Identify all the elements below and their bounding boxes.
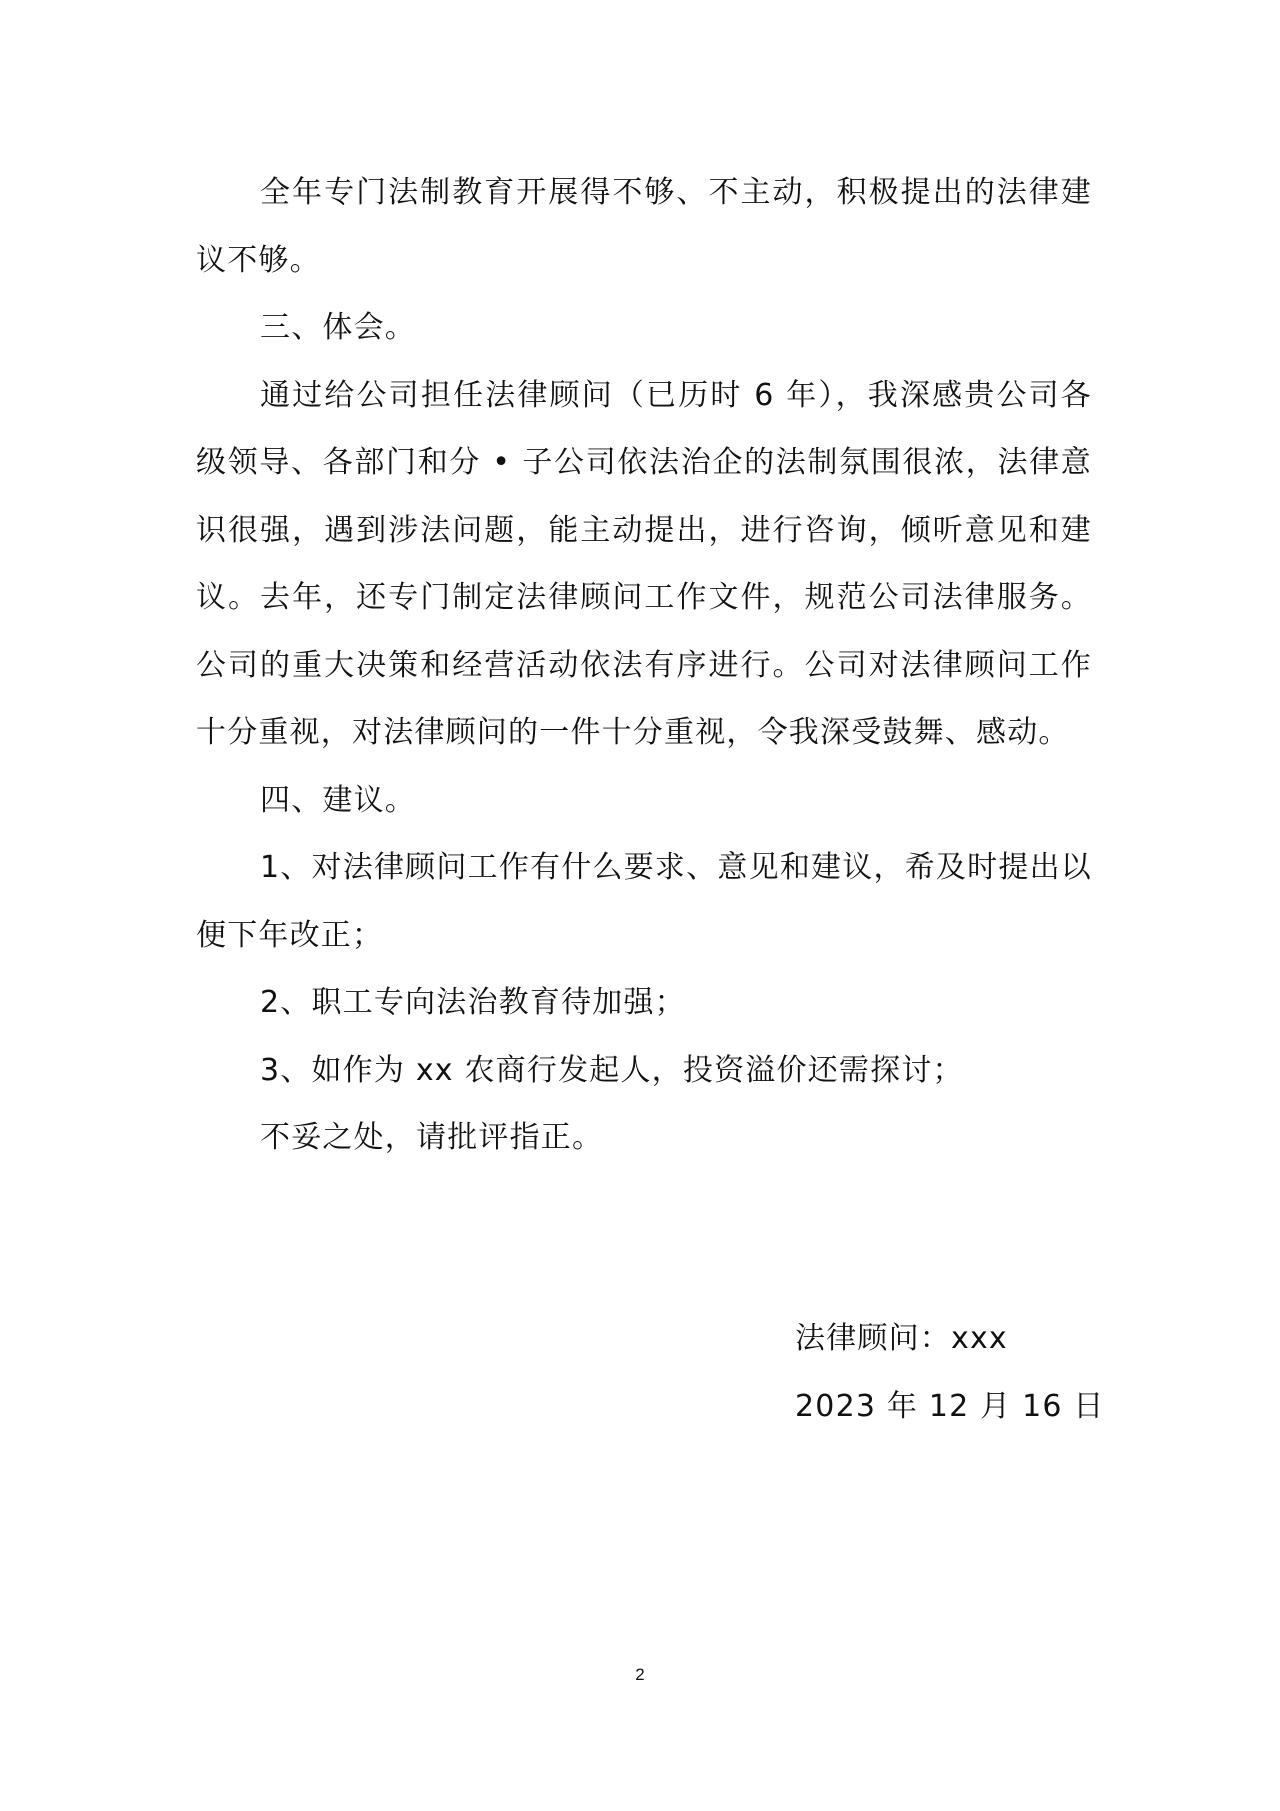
paragraph-experience: 通过给公司担任法律顾问（已历时 6 年），我深感贵公司各级领导、各部门和分 • 子公司依法治企的法制氛围很浓，法律意识很强，遇到涉法问题，能主动提出，进行咨询，倾听意见和建议。去年，还专门制定法律顾问工作文件，规范公司法律服务。公司的重大决策和经营活动依法有序进行。公司对法律顾问工作十分重视，对法律顾问的一件十分重视，令我深受鼓舞、感动。 (196, 377, 1092, 750)
suggestion-item-3: 3、如作为 xx 农商行发起人，投资溢价还需探讨； (260, 1052, 964, 1088)
signature-date: 2023 年 12 月 16 日 (795, 1388, 1105, 1424)
section-heading-experience: 三、体会。 (260, 310, 416, 345)
section-heading-suggestions: 四、建议。 (260, 782, 416, 818)
suggestion-item-2: 2、职工专向法治教育待加强； (260, 985, 686, 1020)
document-body (196, 159, 1092, 1172)
suggestion-item-1: 1、对法律顾问工作有什么要求、意见和建议，希及时提出以便下年改正； (196, 850, 1092, 953)
signature-name: 法律顾问：xxx (795, 1321, 1008, 1356)
signature-block (795, 1305, 1115, 1440)
page-number: 2 (635, 1665, 645, 1684)
closing-remark: 不妥之处，请批评指正。 (260, 1120, 604, 1155)
paragraph-shortcomings: 全年专门法制教育开展得不够、不主动，积极提出的法律建议不够。 (196, 175, 1092, 278)
